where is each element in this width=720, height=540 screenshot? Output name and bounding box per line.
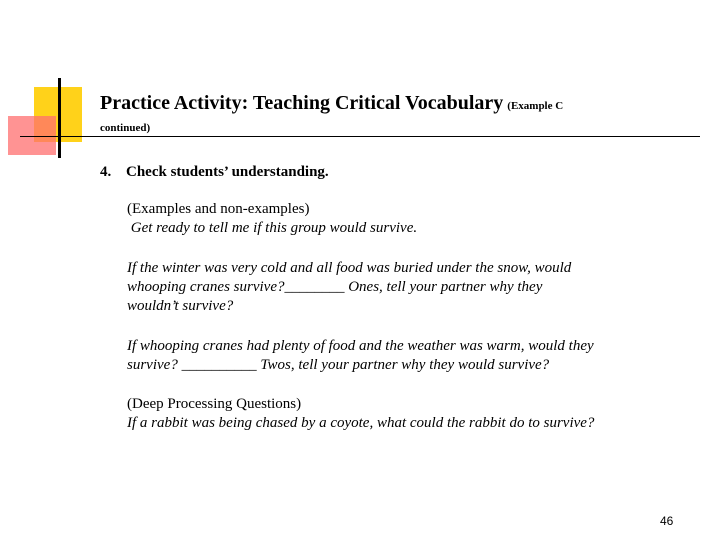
deep-processing-question: If a rabbit was being chased by a coyote, what could the rabbit do to survive? — [127, 415, 595, 431]
slide-title-main: Practice Activity: Teaching Critical Vocabulary — [100, 92, 504, 114]
question-one — [127, 259, 571, 316]
deep-processing-header: (Deep Processing Questions) — [127, 396, 302, 412]
question-one-line-1: If the winter was very cold and all food was buried under the snow, would — [127, 260, 572, 276]
examples-intro-text: Get ready to tell me if this group would survive. — [130, 220, 418, 236]
examples-intro — [127, 219, 417, 238]
step-number: 4. — [100, 164, 112, 180]
question-two-line-2: survive? __________ Twos, tell your partner why they would survive? — [127, 357, 550, 373]
question-two — [127, 337, 594, 375]
deep-processing — [127, 395, 594, 433]
step-heading — [100, 164, 329, 181]
examples-header: (Examples and non-examples) — [127, 201, 310, 217]
slide-title-continued: continued) — [100, 122, 151, 134]
question-two-line-1: If whooping cranes had plenty of food and the weather was warm, would they — [127, 338, 594, 354]
slide-title — [100, 93, 700, 113]
question-one-line-2: whooping cranes survive?________ Ones, tell your partner why they — [127, 279, 543, 295]
question-one-line-3: wouldn’t survive? — [127, 298, 234, 314]
step-text: Check students’ understanding. — [126, 164, 329, 180]
page-number: 46 — [660, 514, 674, 528]
title-divider-rule — [20, 136, 700, 137]
slide-title-example-label: (Example C — [507, 100, 564, 112]
decorative-vertical-rule — [58, 78, 61, 158]
